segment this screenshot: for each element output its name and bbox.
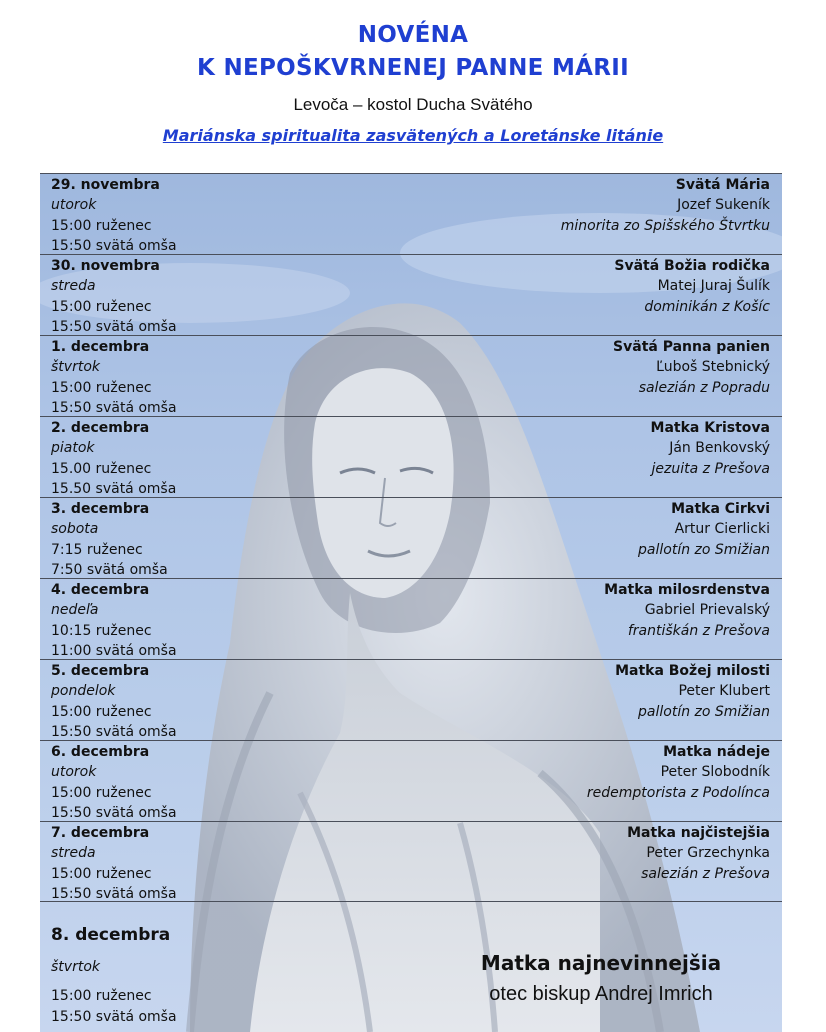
row-marian-title: Svätá Božia rodička [614,258,770,274]
schedule-row [40,578,782,659]
schedule-row [40,740,782,821]
row-celebrant: Peter Slobodník [660,764,770,781]
row-marian-title: Matka Božej milosti [615,663,770,679]
row-religious-order: jezuita z Prešova [651,460,770,477]
row-marian-title: Matka Kristova [650,420,770,436]
schedule-row [40,659,782,740]
final-marian-title: Matka najnevinnejšia [480,951,722,975]
schedule-row [40,173,782,254]
row-mass-time: 11:00 svätá omša [51,642,177,659]
novena-schedule [40,173,782,902]
row-celebrant: Jozef Sukeník [677,197,770,214]
header [0,0,826,172]
row-weekday: utorok [51,764,97,781]
row-mass-time: 15:50 svätá omša [51,723,177,740]
row-date: 4. decembra [51,582,150,598]
schedule-row [40,821,782,902]
row-celebrant: Ján Benkovský [669,440,770,457]
row-date: 5. decembra [51,663,150,679]
row-mass-time: 7:50 svätá omša [51,561,168,578]
row-celebrant: Ľuboš Stebnický [656,359,770,376]
row-date: 30. novembra [51,258,160,274]
row-date: 1. decembra [51,339,150,355]
row-mass-time: 15:50 svätá omša [51,318,177,335]
final-rosary-time: 15:00 ruženec [51,988,152,1004]
row-celebrant: Peter Grzechynka [646,845,770,862]
row-religious-order: salezián z Popradu [638,379,770,396]
row-religious-order: františkán z Prešova [627,622,770,639]
row-rosary-time: 15:00 ruženec [51,298,152,315]
row-weekday: utorok [51,197,97,214]
row-weekday: nedeľa [51,602,99,619]
row-rosary-time: 15.00 ruženec [51,460,152,477]
row-religious-order: pallotín zo Smižian [638,541,770,558]
row-weekday: streda [51,845,96,862]
schedule-row [40,416,782,497]
row-rosary-time: 10:15 ruženec [51,622,152,639]
row-religious-order: salezián z Prešova [641,865,770,882]
row-rosary-time: 15:00 ruženec [51,217,152,234]
row-rosary-time: 15:00 ruženec [51,865,152,882]
schedule-row [40,497,782,578]
row-religious-order: redemptorista z Podolínca [586,784,770,801]
row-date: 2. decembra [51,420,150,436]
row-rosary-time: 15:00 ruženec [51,784,152,801]
row-mass-time: 15:50 svätá omša [51,237,177,254]
schedule-row [40,254,782,335]
row-date: 6. decembra [51,744,150,760]
row-rosary-time: 15:00 ruženec [51,703,152,720]
row-religious-order: pallotín zo Smižian [638,703,770,720]
title-line-2: K NEPOŠKVRNENEJ PANNE MÁRII [197,55,629,81]
schedule-row [40,335,782,416]
row-religious-order: minorita zo Spišského Štvrtku [560,217,770,234]
title-line-1: NOVÉNA [357,22,469,48]
final-date: 8. decembra [51,925,171,945]
row-marian-title: Svätá Panna panien [613,339,770,355]
place-line: Levoča – kostol Ducha Svätého [293,95,533,114]
final-day-section [40,903,782,1032]
row-celebrant: Peter Klubert [678,683,770,700]
final-mass-time: 15:50 svätá omša [51,1009,177,1025]
final-celebrant: otec biskup Andrej Imrich [489,983,713,1005]
row-date: 7. decembra [51,825,150,841]
row-marian-title: Matka milosrdenstva [604,582,770,598]
row-mass-time: 15:50 svätá omša [51,804,177,821]
row-mass-time: 15.50 svätá omša [51,480,177,497]
final-weekday: štvrtok [51,959,100,975]
row-date: 3. decembra [51,501,150,517]
row-weekday: štvrtok [51,359,100,376]
row-mass-time: 15:50 svätá omša [51,885,177,902]
row-marian-title: Svätá Mária [675,177,770,193]
subtitle: Mariánska spiritualita zasvätených a Loretánske litánie [162,126,664,145]
row-marian-title: Matka Cirkvi [671,501,770,517]
row-celebrant: Matej Juraj Šulík [657,278,770,295]
row-mass-time: 15:50 svätá omša [51,399,177,416]
row-rosary-time: 15:00 ruženec [51,379,152,396]
row-marian-title: Matka nádeje [663,744,770,760]
row-weekday: streda [51,278,96,295]
row-celebrant: Gabriel Prievalský [644,602,770,619]
row-rosary-time: 7:15 ruženec [51,541,143,558]
row-religious-order: dominikán z Košíc [644,298,770,315]
row-weekday: sobota [51,521,99,538]
row-date: 29. novembra [51,177,160,193]
row-weekday: pondelok [51,683,116,700]
row-marian-title: Matka najčistejšia [627,825,770,841]
row-celebrant: Artur Cierlicki [674,521,770,538]
row-weekday: piatok [51,440,95,457]
